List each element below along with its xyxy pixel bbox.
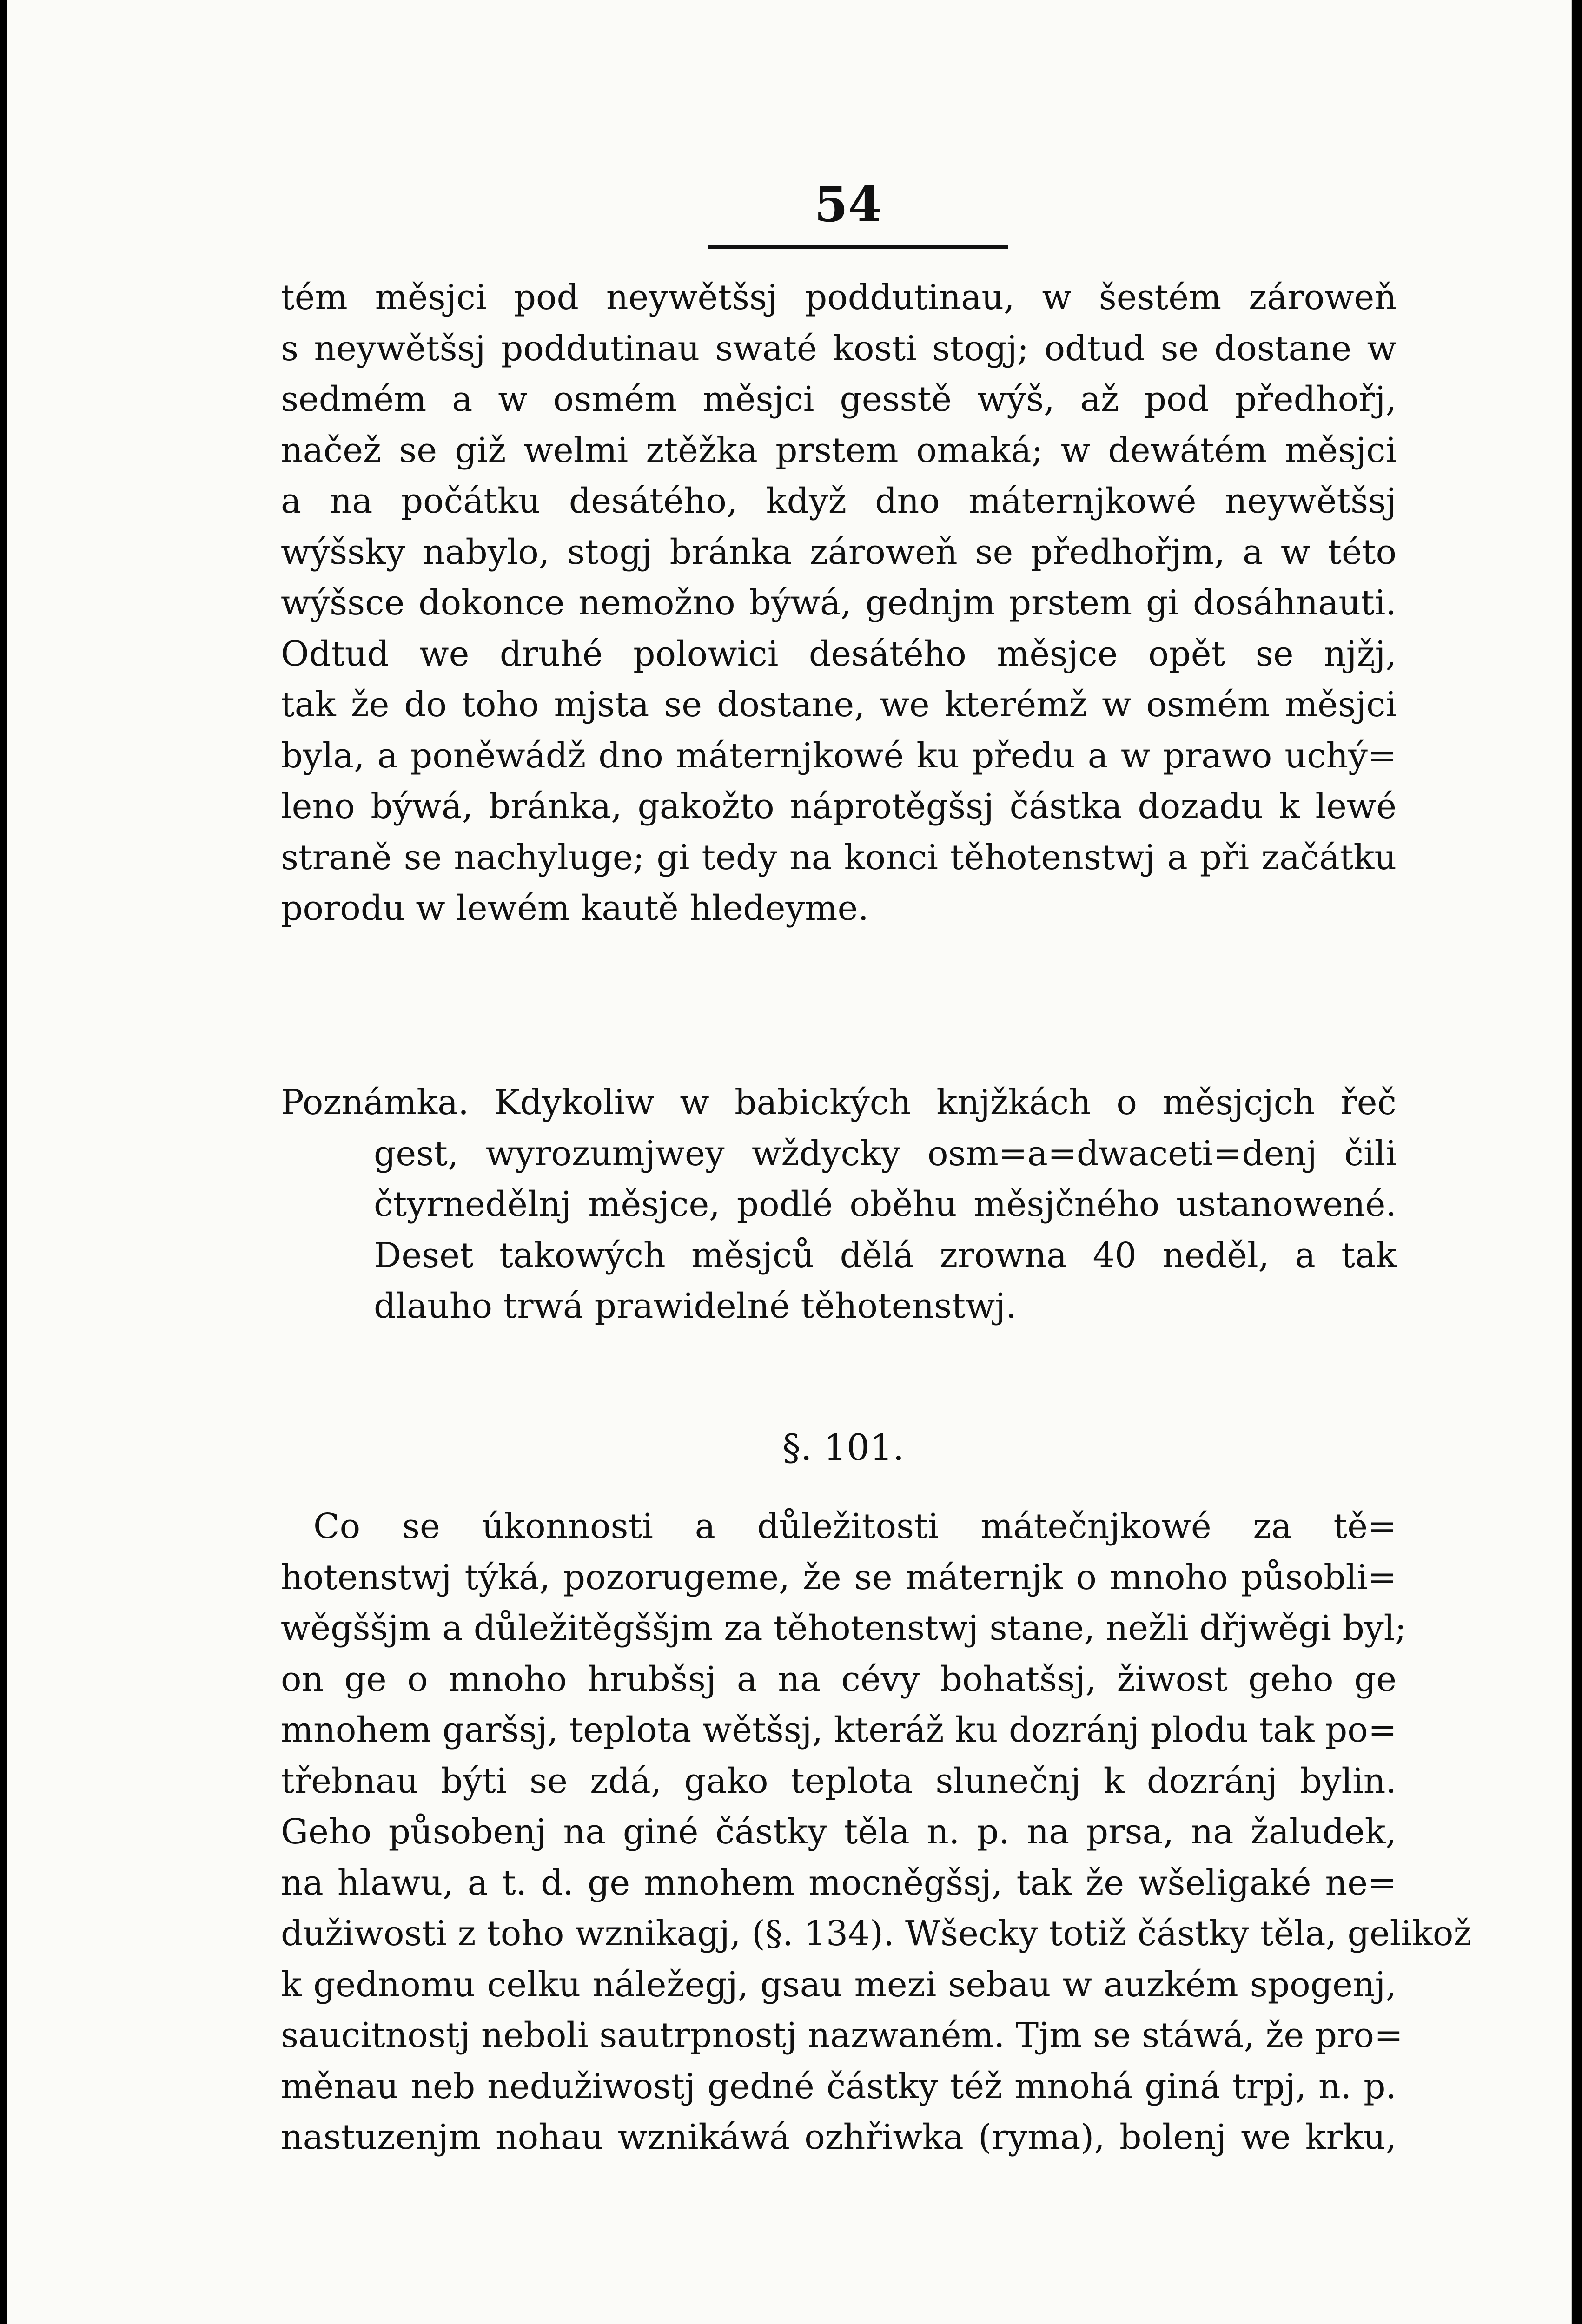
text-line: on ge o mnoho hrubšsj a na cévy bohatšsj, žiwost geho ge [281, 1659, 1397, 1699]
text-line: wýšsky nabylo, stogj bránka zároweň se předhořjm, a w této [281, 532, 1397, 572]
text-line: mnohem garšsj, teplota wětšsj, kteráž ku dozránj plodu tak po= [281, 1710, 1397, 1750]
text-line: nastuzenjm nohau wznikáwá ozhřiwka (ryma), bolenj we krku, [281, 2117, 1397, 2157]
text-line: měnau neb nedužiwostj gedné částky též mnohá giná trpj, n. p. [281, 2066, 1397, 2106]
page-number: 54 [814, 176, 882, 233]
text-line: wěgššjm a důležitěgššjm za těhotenstwj stane, nežli dřjwěgi byl; [281, 1608, 1407, 1648]
text-line: byla, a poněwádž dno máternjkowé ku předu a w prawo uchý= [281, 735, 1397, 776]
text-line: na hlawu, a t. d. ge mnohem mocněgšsj, tak že wšeligaké ne= [281, 1862, 1397, 1903]
section-heading: §. 101. [782, 1427, 905, 1469]
text-line: Odtud we druhé polowici desátého měsjce opět se njžj, [281, 634, 1397, 674]
text-line: načež se giž welmi ztěžka prstem omaká; w dewátém měsjci [281, 430, 1397, 470]
text-line: porodu w lewém kautě hledeyme. [281, 888, 869, 928]
text-line: k gednomu celku náležegj, gsau mezi sebau w auzkém spogenj, [281, 1964, 1397, 2005]
text-line: straně se nachyluge; gi tedy na konci těhotenstwj a při začátku [281, 837, 1397, 878]
paragraph-2 [281, 1501, 1472, 2163]
note-line: čtyrnedělnj měsjce, podlé oběhu měsjčného ustanowené. [374, 1184, 1397, 1224]
text-line: sedmém a w osmém měsjci gesstě wýš, až pod předhořj, [281, 379, 1397, 419]
note-line: Poznámka. Kdykoliw w babických knjžkách o měsjcjch řeč [281, 1083, 1397, 1122]
text-line: Co se úkonnosti a důležitosti mátečnjkowé za tě= [313, 1506, 1397, 1546]
note-line: dlauho trwá prawidelné těhotenstwj. [374, 1286, 1017, 1326]
text-line: leno býwá, bránka, gakožto náprotěgšsj částka dozadu k lewé [281, 786, 1397, 826]
text-line: dužiwosti z toho wznikagj, (§. 134). Wšecky totiž částky těla, gelikož [281, 1914, 1472, 1954]
text-line: hotenstwj týká, pozorugeme, že se máternjk o mnoho působli= [281, 1557, 1397, 1598]
text-line: tém měsjci pod neywětšsj poddutinau, w šestém zároweň [281, 277, 1397, 317]
text-line: tak že do toho mjsta se dostane, we kterémž w osmém měsjci [281, 685, 1397, 725]
book-page [7, 0, 1572, 2324]
text-line: s neywětšsj poddutinau swaté kosti stogj; odtud se dostane w [281, 328, 1397, 369]
note-line: Deset takowých měsjců dělá zrowna 40 neděl, a tak [374, 1235, 1397, 1275]
text-line: Geho působenj na giné částky těla n. p. na prsa, na žaludek, [281, 1812, 1397, 1852]
header-rule [708, 245, 1008, 249]
text-line: wýšsce dokonce nemožno býwá, gednjm prstem gi dosáhnauti. [281, 583, 1397, 623]
text-line: saucitnostj neboli sautrpnostj nazwaném. Tjm se stáwá, že pro= [281, 2015, 1403, 2055]
text-line: a na počátku desátého, když dno máternjkowé neywětšsj [281, 481, 1397, 521]
paragraph-1 [281, 272, 1397, 934]
text-line: třebnau býti se zdá, gako teplota slunečnj k dozránj bylin. [281, 1761, 1397, 1801]
note-block [281, 1077, 1397, 1332]
note-line: gest, wyrozumjwey wždycky osm=a=dwaceti=denj čili [374, 1133, 1397, 1174]
